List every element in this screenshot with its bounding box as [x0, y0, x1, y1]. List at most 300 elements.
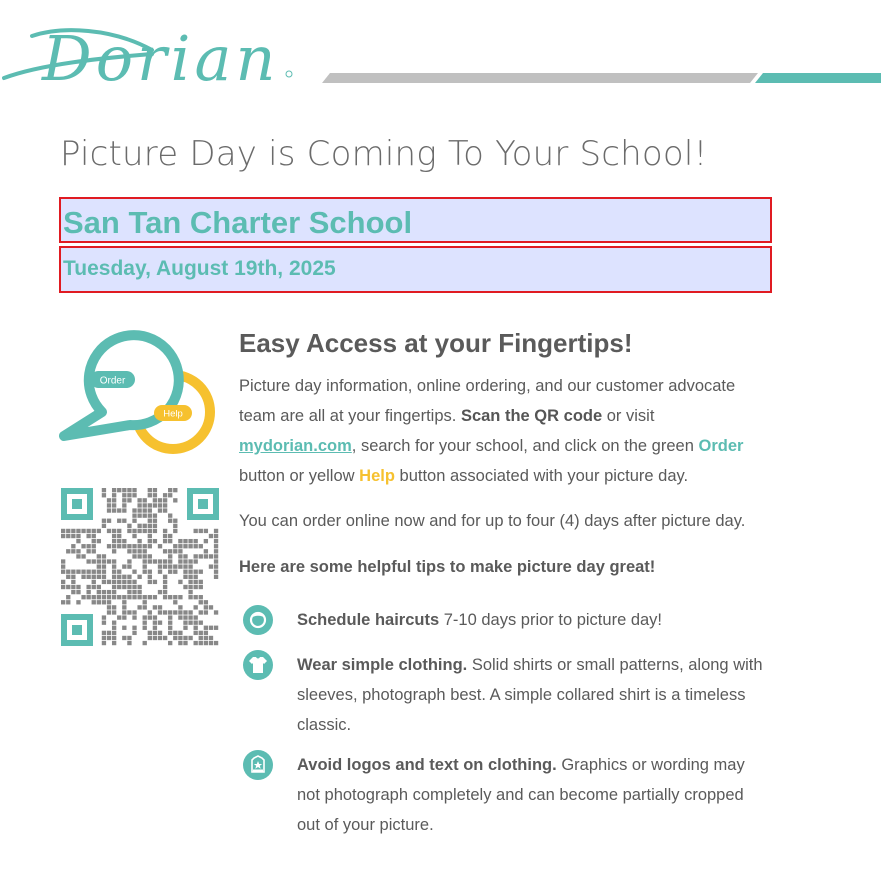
- qr-module: [158, 621, 162, 625]
- qr-module: [204, 631, 208, 635]
- qr-module: [97, 600, 101, 604]
- qr-module: [199, 595, 203, 599]
- qr-module: [137, 539, 141, 543]
- qr-module: [86, 575, 90, 579]
- qr-module: [107, 595, 111, 599]
- mydorian-link[interactable]: mydorian.com: [239, 437, 352, 455]
- qr-module: [112, 508, 116, 512]
- qr-module: [127, 585, 131, 589]
- qr-module: [71, 570, 75, 574]
- qr-module: [143, 503, 147, 507]
- qr-module: [188, 559, 192, 563]
- qr-module: [112, 549, 116, 553]
- qr-module: [132, 549, 136, 553]
- qr-module: [183, 636, 187, 640]
- intro-text-b: or visit: [606, 407, 655, 425]
- qr-module: [178, 564, 182, 568]
- qr-module: [97, 595, 101, 599]
- qr-module: [137, 554, 141, 558]
- qr-module: [168, 631, 172, 635]
- qr-module: [132, 554, 136, 558]
- qr-module: [209, 564, 213, 568]
- qr-module: [81, 570, 85, 574]
- main-content: [239, 328, 769, 834]
- qr-module: [122, 615, 126, 619]
- qr-module: [194, 559, 198, 563]
- qr-module: [97, 585, 101, 589]
- qr-module: [199, 585, 203, 589]
- qr-module: [132, 585, 136, 589]
- qr-module: [143, 529, 147, 533]
- qr-module: [153, 605, 157, 609]
- qr-module: [183, 626, 187, 630]
- qr-module: [188, 615, 192, 619]
- qr-module: [148, 610, 152, 614]
- qr-module: [92, 529, 96, 533]
- qr-module: [214, 529, 218, 533]
- qr-module: [102, 575, 106, 579]
- speech-bubbles-graphic: [58, 328, 223, 463]
- qr-module: [163, 580, 167, 584]
- qr-module: [137, 529, 141, 533]
- qr-module: [199, 621, 203, 625]
- qr-module: [122, 503, 126, 507]
- qr-module: [71, 575, 75, 579]
- qr-module: [102, 580, 106, 584]
- qr-module: [158, 503, 162, 507]
- qr-module: [102, 600, 106, 604]
- qr-module: [209, 641, 213, 645]
- qr-module: [107, 559, 111, 563]
- qr-module: [92, 575, 96, 579]
- qr-module: [153, 636, 157, 640]
- qr-module: [122, 544, 126, 548]
- qr-module: [214, 626, 218, 630]
- qr-module: [137, 590, 141, 594]
- qr-module: [168, 626, 172, 630]
- qr-module: [173, 488, 177, 492]
- qr-module: [122, 595, 126, 599]
- qr-module: [137, 544, 141, 548]
- qr-module: [97, 570, 101, 574]
- qr-module: [173, 564, 177, 568]
- qr-module: [97, 529, 101, 533]
- qr-module: [194, 615, 198, 619]
- qr-module: [61, 570, 65, 574]
- qr-module: [92, 595, 96, 599]
- qr-module: [214, 570, 218, 574]
- dorian-logo: [2, 22, 302, 102]
- qr-module: [173, 524, 177, 528]
- qr-module: [214, 641, 218, 645]
- qr-module: [153, 519, 157, 523]
- qr-module: [204, 554, 208, 558]
- qr-module: [86, 534, 90, 538]
- qr-module: [122, 564, 126, 568]
- qr-module: [163, 529, 167, 533]
- qr-module: [92, 549, 96, 553]
- qr-module: [66, 534, 70, 538]
- qr-module: [102, 590, 106, 594]
- qr-module: [163, 610, 167, 614]
- qr-module: [143, 554, 147, 558]
- qr-module: [112, 575, 116, 579]
- qr-module: [92, 544, 96, 548]
- qr-module: [102, 641, 106, 645]
- qr-module: [188, 610, 192, 614]
- qr-module: [194, 539, 198, 543]
- qr-module: [158, 636, 162, 640]
- order-window-paragraph: You can order online now and for up to four (4) days after picture day.: [239, 512, 746, 530]
- qr-module: [188, 564, 192, 568]
- qr-module: [168, 513, 172, 517]
- qr-module: [183, 641, 187, 645]
- qr-module: [168, 559, 172, 563]
- intro-text-e: button associated with your picture day.: [399, 467, 689, 485]
- qr-module: [158, 590, 162, 594]
- qr-module: [148, 529, 152, 533]
- qr-module: [153, 615, 157, 619]
- qr-module: [204, 605, 208, 609]
- qr-module: [183, 570, 187, 574]
- qr-module: [132, 488, 136, 492]
- qr-module: [148, 513, 152, 517]
- qr-module: [137, 498, 141, 502]
- qr-module: [183, 559, 187, 563]
- qr-module: [163, 493, 167, 497]
- intro-text-c: , search for your school, and click on the green: [351, 437, 694, 455]
- qr-module: [132, 508, 136, 512]
- qr-module: [188, 539, 192, 543]
- qr-module: [86, 570, 90, 574]
- qr-module: [153, 529, 157, 533]
- qr-module: [214, 575, 218, 579]
- qr-module: [194, 570, 198, 574]
- qr-module: [214, 554, 218, 558]
- qr-module: [214, 534, 218, 538]
- qr-module: [199, 641, 203, 645]
- qr-module: [148, 524, 152, 528]
- qr-module: [143, 600, 147, 604]
- qr-module: [178, 539, 182, 543]
- qr-module: [168, 488, 172, 492]
- qr-module: [194, 544, 198, 548]
- qr-module: [148, 575, 152, 579]
- qr-module: [153, 621, 157, 625]
- qr-module: [214, 610, 218, 614]
- qr-module: [102, 488, 106, 492]
- qr-module: [112, 641, 116, 645]
- qr-module: [97, 559, 101, 563]
- qr-module: [66, 595, 70, 599]
- qr-module: [148, 544, 152, 548]
- qr-module: [112, 631, 116, 635]
- tips-heading: Here are some helpful tips to make picture day great!: [239, 558, 656, 576]
- qr-module: [188, 580, 192, 584]
- qr-module: [183, 539, 187, 543]
- qr-module: [127, 636, 131, 640]
- qr-module: [112, 534, 116, 538]
- qr-module: [214, 539, 218, 543]
- qr-module: [107, 508, 111, 512]
- qr-module: [194, 595, 198, 599]
- qr-module: [112, 590, 116, 594]
- tip-text: Avoid logos and text on clothing. Graphics or wording may not photograph completely and can become partially cropped out of your picture.: [297, 756, 745, 834]
- qr-module: [117, 595, 121, 599]
- qr-module: [214, 544, 218, 548]
- qr-module: [143, 498, 147, 502]
- qr-module: [81, 554, 85, 558]
- qr-module: [168, 564, 172, 568]
- qr-module: [117, 488, 121, 492]
- qr-module: [143, 605, 147, 609]
- qr-module: [112, 585, 116, 589]
- qr-module: [158, 631, 162, 635]
- qr-module: [178, 615, 182, 619]
- qr-module: [153, 498, 157, 502]
- qr-module: [199, 580, 203, 584]
- qr-module: [163, 534, 167, 538]
- qr-module: [102, 493, 106, 497]
- qr-module: [102, 564, 106, 568]
- qr-module: [143, 626, 147, 630]
- qr-module: [173, 498, 177, 502]
- qr-module: [112, 636, 116, 640]
- qr-module: [117, 544, 121, 548]
- qr-module: [163, 539, 167, 543]
- qr-module: [178, 610, 182, 614]
- qr-module: [71, 585, 75, 589]
- qr-module: [137, 513, 141, 517]
- qr-module: [188, 544, 192, 548]
- qr-module: [163, 585, 167, 589]
- qr-module: [132, 615, 136, 619]
- qr-module: [153, 539, 157, 543]
- help-pill-label: Help: [163, 408, 183, 420]
- qr-module: [188, 590, 192, 594]
- qr-module: [81, 595, 85, 599]
- qr-module: [178, 554, 182, 558]
- qr-module: [122, 605, 126, 609]
- qr-module: [61, 559, 65, 563]
- qr-module: [122, 626, 126, 630]
- qr-module: [102, 636, 106, 640]
- qr-module: [61, 564, 65, 568]
- qr-module: [66, 570, 70, 574]
- qr-module: [158, 610, 162, 614]
- qr-module: [148, 615, 152, 619]
- qr-module: [86, 585, 90, 589]
- qr-module: [132, 631, 136, 635]
- qr-code[interactable]: [61, 488, 219, 646]
- qr-module: [76, 600, 80, 604]
- qr-module: [127, 641, 131, 645]
- qr-module: [194, 605, 198, 609]
- qr-module: [173, 610, 177, 614]
- qr-module: [158, 498, 162, 502]
- qr-module: [148, 539, 152, 543]
- qr-module: [102, 595, 106, 599]
- qr-module: [102, 554, 106, 558]
- qr-module: [117, 615, 121, 619]
- qr-module: [66, 529, 70, 533]
- qr-module: [117, 529, 121, 533]
- qr-module: [148, 508, 152, 512]
- qr-module: [163, 508, 167, 512]
- qr-module: [112, 559, 116, 563]
- qr-module: [137, 605, 141, 609]
- qr-module: [209, 534, 213, 538]
- qr-module: [112, 544, 116, 548]
- qr-module: [148, 631, 152, 635]
- qr-module: [61, 580, 65, 584]
- qr-module: [163, 575, 167, 579]
- qr-module: [102, 519, 106, 523]
- qr-module: [86, 544, 90, 548]
- qr-module: [178, 605, 182, 609]
- qr-module: [183, 615, 187, 619]
- qr-module: [188, 570, 192, 574]
- qr-module: [163, 595, 167, 599]
- qr-module: [107, 580, 111, 584]
- qr-module: [153, 580, 157, 584]
- qr-module: [122, 610, 126, 614]
- qr-module: [122, 508, 126, 512]
- qr-module: [168, 493, 172, 497]
- qr-module: [71, 534, 75, 538]
- qr-module: [143, 564, 147, 568]
- qr-module: [66, 575, 70, 579]
- tip-text: Wear simple clothing. Solid shirts or small patterns, along with sleeves, photograph best. A simple collared shirt is a timeless classic.: [297, 656, 763, 734]
- qr-module: [76, 549, 80, 553]
- qr-module: [61, 600, 65, 604]
- qr-module: [107, 503, 111, 507]
- qr-module: [204, 529, 208, 533]
- qr-module: [61, 534, 65, 538]
- qr-module: [132, 570, 136, 574]
- qr-module: [143, 549, 147, 553]
- qr-module: [76, 590, 80, 594]
- qr-module: [132, 626, 136, 630]
- qr-module: [168, 595, 172, 599]
- qr-module: [153, 513, 157, 517]
- qr-module: [199, 554, 203, 558]
- qr-module: [188, 621, 192, 625]
- haircut-icon: [243, 605, 273, 635]
- qr-module: [183, 621, 187, 625]
- qr-module: [158, 508, 162, 512]
- school-name-box: [59, 197, 772, 243]
- qr-module: [173, 529, 177, 533]
- qr-module: [127, 488, 131, 492]
- qr-module: [199, 631, 203, 635]
- qr-module: [102, 631, 106, 635]
- qr-module: [183, 585, 187, 589]
- qr-module: [132, 580, 136, 584]
- qr-module: [194, 580, 198, 584]
- qr-module: [204, 641, 208, 645]
- qr-module: [127, 559, 131, 563]
- qr-module: [92, 600, 96, 604]
- shirt-icon: [243, 650, 273, 680]
- qr-module: [178, 636, 182, 640]
- qr-module: [199, 544, 203, 548]
- qr-module: [183, 610, 187, 614]
- qr-module: [76, 539, 80, 543]
- qr-module: [81, 529, 85, 533]
- qr-module: [168, 610, 172, 614]
- qr-module: [173, 600, 177, 604]
- qr-module: [132, 519, 136, 523]
- qr-module: [122, 488, 126, 492]
- intro-text-d: button or yellow: [239, 467, 355, 485]
- qr-module: [173, 631, 177, 635]
- qr-module: [122, 585, 126, 589]
- qr-module: [137, 508, 141, 512]
- qr-module: [178, 631, 182, 635]
- qr-module: [143, 595, 147, 599]
- qr-module: [132, 590, 136, 594]
- qr-module: [71, 544, 75, 548]
- qr-module: [178, 595, 182, 599]
- qr-module: [204, 549, 208, 553]
- qr-module: [143, 513, 147, 517]
- qr-module: [214, 564, 218, 568]
- header-bar-gray: [322, 73, 758, 83]
- qr-module: [127, 498, 131, 502]
- qr-module: [153, 503, 157, 507]
- qr-module: [112, 626, 116, 630]
- qr-module: [153, 488, 157, 492]
- qr-module: [127, 590, 131, 594]
- qr-module: [132, 610, 136, 614]
- qr-module: [107, 498, 111, 502]
- qr-module: [71, 580, 75, 584]
- qr-module: [148, 493, 152, 497]
- section-heading: Easy Access at your Fingertips!: [239, 328, 633, 358]
- qr-module: [148, 519, 152, 523]
- qr-module: [204, 600, 208, 604]
- qr-module: [112, 564, 116, 568]
- qr-module: [107, 529, 111, 533]
- qr-module: [188, 575, 192, 579]
- qr-module: [178, 549, 182, 553]
- qr-module: [107, 631, 111, 635]
- qr-module: [92, 534, 96, 538]
- qr-module: [112, 539, 116, 543]
- qr-module: [76, 570, 80, 574]
- school-name: San Tan Charter School: [63, 205, 413, 240]
- qr-module: [158, 559, 162, 563]
- qr-module: [178, 559, 182, 563]
- qr-module: [199, 636, 203, 640]
- qr-module: [214, 549, 218, 553]
- qr-module: [143, 621, 147, 625]
- qr-module: [148, 488, 152, 492]
- picture-date: Tuesday, August 19th, 2025: [63, 257, 336, 280]
- help-word: Help: [359, 467, 395, 485]
- qr-module: [168, 519, 172, 523]
- order-word: Order: [698, 437, 744, 455]
- qr-module: [188, 636, 192, 640]
- qr-module: [168, 621, 172, 625]
- qr-module: [122, 636, 126, 640]
- order-pill-label: Order: [99, 375, 126, 387]
- qr-module: [148, 554, 152, 558]
- qr-module: [86, 529, 90, 533]
- qr-module: [143, 615, 147, 619]
- qr-module: [112, 570, 116, 574]
